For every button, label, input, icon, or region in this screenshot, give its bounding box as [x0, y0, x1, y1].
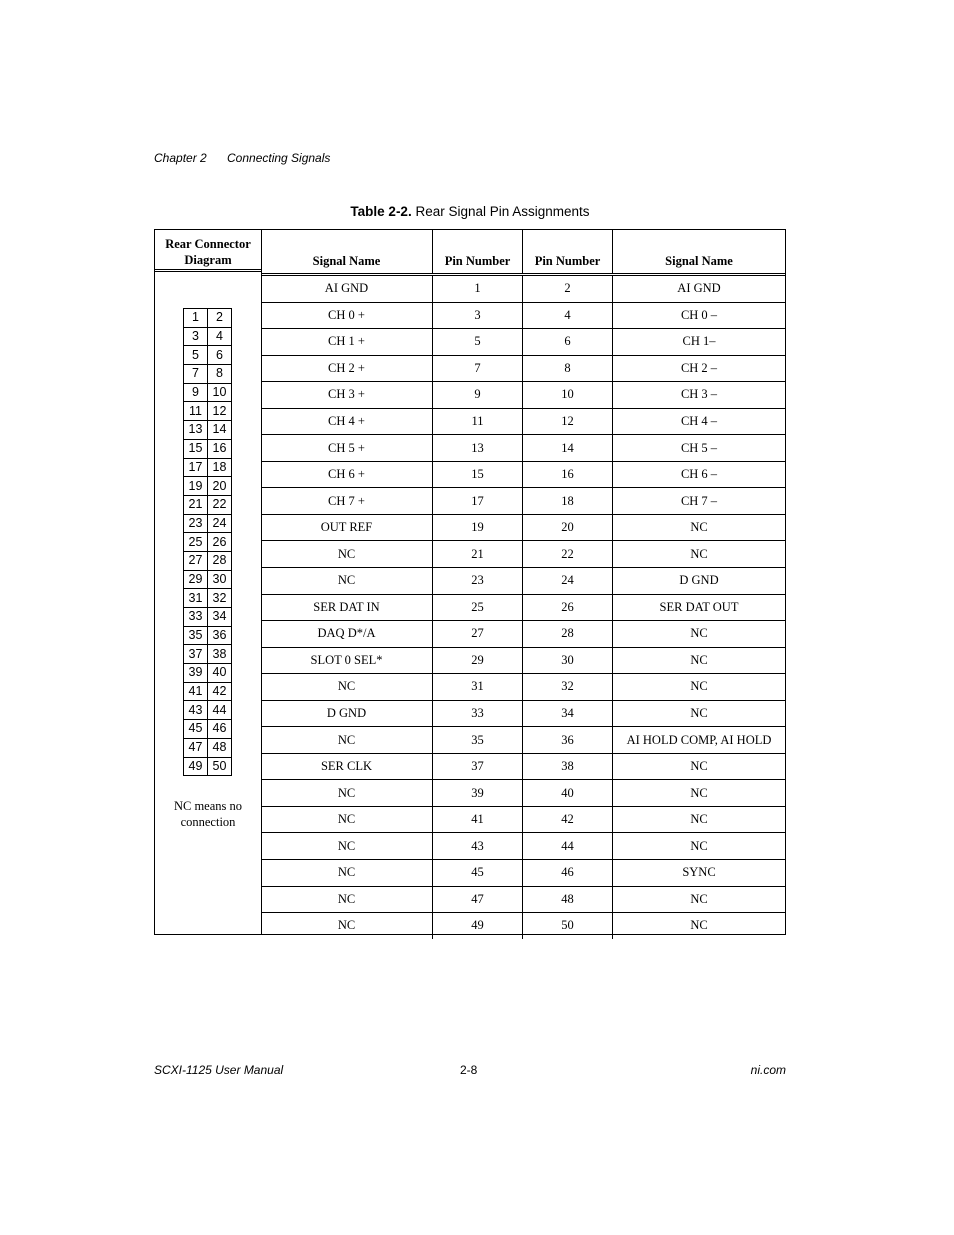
connector-pin: 7 [184, 365, 208, 384]
pin-number-right-cell: 44 [523, 833, 613, 860]
connector-pin-row [184, 701, 232, 720]
table-row [261, 647, 785, 674]
signal-name-left-cell: NC [261, 568, 433, 595]
connector-pin: 9 [184, 383, 208, 402]
connector-pin-row [184, 309, 232, 328]
pin-number-left-cell: 3 [433, 302, 523, 329]
pin-number-right-cell: 50 [523, 913, 613, 939]
pin-number-left-cell: 19 [433, 514, 523, 541]
table-row [261, 408, 785, 435]
signal-name-left-cell: NC [261, 833, 433, 860]
connector-pin: 22 [208, 495, 232, 514]
section-title: Connecting Signals [227, 151, 331, 165]
connector-pin-row [184, 533, 232, 552]
connector-pin-row [184, 402, 232, 421]
table-row [261, 621, 785, 648]
pin-number-right-cell: 4 [523, 302, 613, 329]
signal-name-left-cell: D GND [261, 700, 433, 727]
signal-name-right-cell: AI HOLD COMP, AI HOLD [613, 727, 786, 754]
table-row [261, 435, 785, 462]
pin-number-right-cell: 48 [523, 886, 613, 913]
signal-name-right-cell: NC [613, 541, 786, 568]
pin-number-right-cell: 2 [523, 275, 613, 303]
connector-pin-row [184, 682, 232, 701]
connector-pin: 26 [208, 533, 232, 552]
pin-number-left-cell: 49 [433, 913, 523, 939]
pin-number-left-cell: 37 [433, 753, 523, 780]
connector-pin: 24 [208, 514, 232, 533]
pin-number-left-cell: 33 [433, 700, 523, 727]
signal-name-left-cell: OUT REF [261, 514, 433, 541]
pin-number-right-cell: 36 [523, 727, 613, 754]
table-row [261, 780, 785, 807]
pin-number-right-cell: 40 [523, 780, 613, 807]
signal-name-left-cell: CH 0 + [261, 302, 433, 329]
pin-assignment-table [154, 229, 786, 935]
signal-name-right-cell: NC [613, 514, 786, 541]
pin-number-left-cell: 29 [433, 647, 523, 674]
signal-name-left-cell: AI GND [261, 275, 433, 303]
signal-name-left-cell: CH 3 + [261, 382, 433, 409]
table-row [261, 461, 785, 488]
connector-pin: 31 [184, 589, 208, 608]
table-row [261, 355, 785, 382]
pin-number-left-cell: 41 [433, 806, 523, 833]
table-row [261, 568, 785, 595]
connector-pin: 49 [184, 757, 208, 776]
pin-number-left-cell: 31 [433, 674, 523, 701]
connector-pin: 13 [184, 421, 208, 440]
connector-pin: 10 [208, 383, 232, 402]
pin-number-left-cell: 15 [433, 461, 523, 488]
pin-number-left-cell: 39 [433, 780, 523, 807]
signal-name-right-cell: NC [613, 647, 786, 674]
connector-pin: 23 [184, 514, 208, 533]
signal-name-right-cell: AI GND [613, 275, 786, 303]
signal-name-left-cell: NC [261, 541, 433, 568]
connector-pin-row [184, 570, 232, 589]
connector-pin: 33 [184, 608, 208, 627]
connector-pin-row [184, 477, 232, 496]
chapter-label: Chapter 2 [154, 151, 207, 165]
pin-number-left-cell: 25 [433, 594, 523, 621]
connector-pin-row [184, 439, 232, 458]
connector-pin: 40 [208, 664, 232, 683]
connector-pin: 3 [184, 327, 208, 346]
table-caption-title: Rear Signal Pin Assignments [415, 204, 590, 219]
pin-number-left-header: Pin Number [433, 230, 523, 275]
connector-pin: 37 [184, 645, 208, 664]
signal-name-left-header: Signal Name [261, 230, 433, 275]
signal-table [261, 230, 785, 939]
table-row [261, 674, 785, 701]
pin-number-right-cell: 38 [523, 753, 613, 780]
connector-pin-row [184, 495, 232, 514]
connector-diagram-column [155, 230, 262, 934]
connector-pin: 21 [184, 495, 208, 514]
signal-name-right-cell: CH 5 – [613, 435, 786, 462]
table-row [261, 860, 785, 887]
connector-pin: 46 [208, 720, 232, 739]
pin-number-left-cell: 45 [433, 860, 523, 887]
table-row [261, 700, 785, 727]
connector-pin-row [184, 458, 232, 477]
connector-pin: 15 [184, 439, 208, 458]
connector-pin: 4 [208, 327, 232, 346]
connector-pin: 14 [208, 421, 232, 440]
pin-number-right-cell: 6 [523, 329, 613, 356]
signal-name-right-cell: NC [613, 674, 786, 701]
connector-pin: 32 [208, 589, 232, 608]
connector-pin-grid [183, 308, 232, 776]
connector-pin: 35 [184, 626, 208, 645]
pin-number-right-cell: 46 [523, 860, 613, 887]
connector-pin: 20 [208, 477, 232, 496]
pin-number-left-cell: 43 [433, 833, 523, 860]
signal-name-left-cell: CH 2 + [261, 355, 433, 382]
connector-pin-row [184, 645, 232, 664]
connector-pin-row [184, 608, 232, 627]
nc-note-line2: connection [180, 815, 236, 829]
signal-name-right-cell: NC [613, 913, 786, 939]
pin-number-left-cell: 47 [433, 886, 523, 913]
nc-note [155, 798, 261, 830]
signal-name-right-cell: CH 1– [613, 329, 786, 356]
connector-pin-row [184, 626, 232, 645]
table-row [261, 514, 785, 541]
signal-name-right-cell: NC [613, 833, 786, 860]
pin-number-right-cell: 42 [523, 806, 613, 833]
table-row [261, 541, 785, 568]
pin-number-right-cell: 18 [523, 488, 613, 515]
signal-name-left-cell: NC [337, 918, 356, 933]
pin-number-right-cell: 30 [523, 647, 613, 674]
connector-pin-row [184, 738, 232, 757]
connector-pin: 19 [184, 477, 208, 496]
signal-name-left-cell: CH 7 + [261, 488, 433, 515]
connector-pin-row [184, 421, 232, 440]
pin-number-left-cell: 7 [433, 355, 523, 382]
signal-name-left-cell: SLOT 0 SEL* [261, 647, 433, 674]
signal-name-right-cell: CH 6 – [613, 461, 786, 488]
signal-name-left-cell: NC [261, 886, 433, 913]
pin-number-right-cell: 26 [523, 594, 613, 621]
table-row [261, 302, 785, 329]
nc-note-line1: NC means no [173, 799, 243, 813]
connector-pin: 25 [184, 533, 208, 552]
signal-name-left-cell: NC [261, 780, 433, 807]
pin-number-right-cell: 32 [523, 674, 613, 701]
connector-pin: 48 [208, 738, 232, 757]
pin-number-left-cell: 35 [433, 727, 523, 754]
table-row [261, 753, 785, 780]
connector-pin: 2 [208, 309, 232, 328]
connector-pin-row [184, 757, 232, 776]
connector-pin-row [184, 383, 232, 402]
pin-number-right-cell: 20 [523, 514, 613, 541]
signal-name-right-cell: CH 3 – [613, 382, 786, 409]
signal-name-left-cell: NC [261, 806, 433, 833]
connector-pin: 30 [208, 570, 232, 589]
connector-pin: 42 [208, 682, 232, 701]
signal-name-right-cell: D GND [613, 568, 786, 595]
connector-pin: 47 [184, 738, 208, 757]
signal-name-right-cell: NC [613, 700, 786, 727]
connector-pin-row [184, 720, 232, 739]
footer-page-number: 2-8 [460, 1063, 478, 1077]
connector-pin: 28 [208, 551, 232, 570]
pin-number-right-cell: 14 [523, 435, 613, 462]
table-row [261, 275, 785, 303]
table-caption-label: Table 2-2. [350, 204, 412, 219]
connector-pin: 8 [208, 365, 232, 384]
signal-name-left-cell: SER CLK [261, 753, 433, 780]
signal-name-right-cell: CH 4 – [613, 408, 786, 435]
connector-pin: 11 [184, 402, 208, 421]
connector-pin: 34 [208, 608, 232, 627]
pin-number-right-header: Pin Number [523, 230, 613, 275]
pin-number-right-cell: 34 [523, 700, 613, 727]
connector-pin-row [184, 514, 232, 533]
signal-name-right-cell: CH 2 – [613, 355, 786, 382]
connector-pin: 39 [184, 664, 208, 683]
signal-name-left-cell: NC [261, 674, 433, 701]
connector-pin: 43 [184, 701, 208, 720]
connector-pin: 29 [184, 570, 208, 589]
signal-name-left-cell: NC [261, 727, 433, 754]
pin-number-right-cell: 10 [523, 382, 613, 409]
connector-pin: 50 [208, 757, 232, 776]
signal-name-left-cell: CH 1 + [261, 329, 433, 356]
pin-number-left-cell: 21 [433, 541, 523, 568]
pin-number-right-cell: 28 [523, 621, 613, 648]
connector-pin: 1 [184, 309, 208, 328]
connector-pin-row [184, 664, 232, 683]
signal-name-right-cell: CH 0 – [613, 302, 786, 329]
connector-header-line1: Rear Connector [165, 237, 251, 251]
pin-number-left-cell: 23 [433, 568, 523, 595]
table-row [261, 886, 785, 913]
table-row [261, 488, 785, 515]
connector-pin-row [184, 365, 232, 384]
connector-pin: 27 [184, 551, 208, 570]
signal-name-right-header: Signal Name [613, 230, 786, 275]
pin-number-right-cell: 22 [523, 541, 613, 568]
table-row [261, 806, 785, 833]
signal-table-header-row [261, 230, 785, 275]
signal-name-right-cell: NC [613, 753, 786, 780]
connector-pin-row [184, 346, 232, 365]
table-row [261, 727, 785, 754]
connector-pin: 41 [184, 682, 208, 701]
connector-pin: 12 [208, 402, 232, 421]
connector-pin: 18 [208, 458, 232, 477]
connector-pin: 17 [184, 458, 208, 477]
signal-name-right-cell: CH 7 – [613, 488, 786, 515]
pin-number-right-cell: 24 [523, 568, 613, 595]
pin-number-left-cell: 17 [433, 488, 523, 515]
footer-website: ni.com [750, 1063, 786, 1077]
signal-name-left-cell: NC [261, 860, 433, 887]
connector-pin-row [184, 589, 232, 608]
signal-name-left-cell: SER DAT IN [261, 594, 433, 621]
connector-pin: 38 [208, 645, 232, 664]
signal-name-right-cell: SER DAT OUT [613, 594, 786, 621]
table-row [261, 913, 785, 939]
footer-manual-title: SCXI-1125 User Manual [154, 1063, 284, 1077]
table-row [261, 329, 785, 356]
signal-name-left-cell: DAQ D*/A [261, 621, 433, 648]
table-caption [154, 204, 786, 219]
table-row [261, 833, 785, 860]
connector-header-line2: Diagram [184, 253, 232, 267]
connector-pin-row [184, 327, 232, 346]
signal-name-left-cell: CH 4 + [261, 408, 433, 435]
connector-diagram-header [155, 230, 261, 272]
connector-pin: 16 [208, 439, 232, 458]
pin-number-left-cell: 5 [433, 329, 523, 356]
connector-pin-row [184, 551, 232, 570]
signal-name-right-cell: NC [613, 621, 786, 648]
connector-pin: 5 [184, 346, 208, 365]
signal-name-left-cell: CH 6 + [261, 461, 433, 488]
signal-name-right-cell: NC [613, 806, 786, 833]
signal-name-right-cell: NC [613, 780, 786, 807]
pin-number-right-cell: 12 [523, 408, 613, 435]
pin-number-right-cell: 8 [523, 355, 613, 382]
connector-pin: 36 [208, 626, 232, 645]
pin-number-left-cell: 27 [433, 621, 523, 648]
pin-number-left-cell: 13 [433, 435, 523, 462]
signal-name-left-cell: CH 5 + [261, 435, 433, 462]
signal-name-right-cell: NC [613, 886, 786, 913]
signal-name-right-cell: SYNC [613, 860, 786, 887]
connector-pin: 45 [184, 720, 208, 739]
pin-number-left-cell: 11 [433, 408, 523, 435]
pin-number-left-cell: 1 [433, 275, 523, 303]
table-row [261, 594, 785, 621]
connector-pin: 6 [208, 346, 232, 365]
table-row [261, 382, 785, 409]
connector-pin: 44 [208, 701, 232, 720]
pin-number-right-cell: 16 [523, 461, 613, 488]
pin-number-left-cell: 9 [433, 382, 523, 409]
